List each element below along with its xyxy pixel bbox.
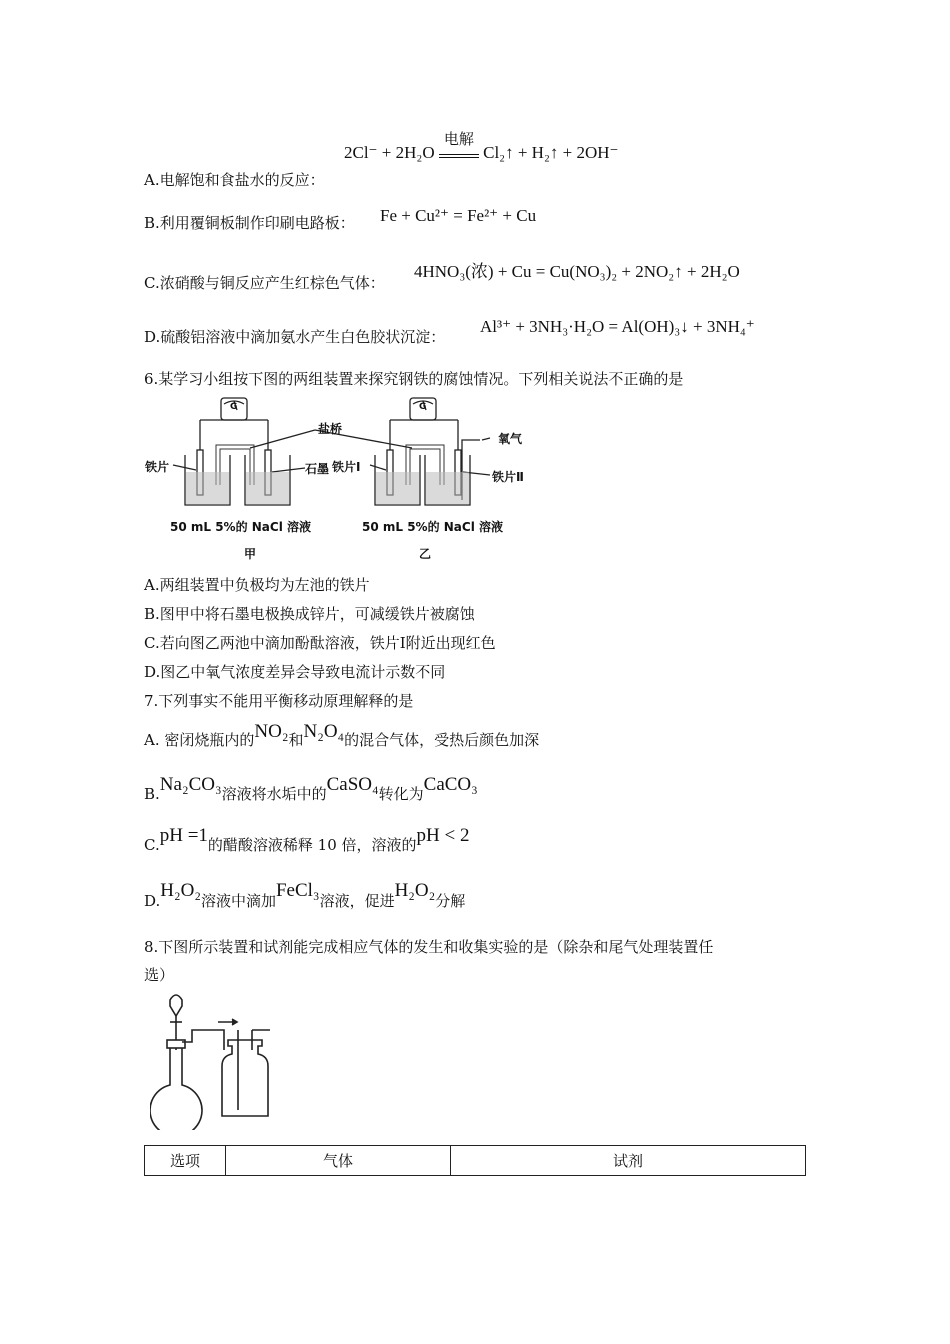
q7-b-formula2: CaSO₄ — [326, 774, 379, 795]
q6-option-a: A.两组装置中负极均为左池的铁片 — [144, 576, 370, 594]
q7-d-text2: 溶液中滴加 — [200, 892, 276, 910]
q7-b-formula1: Na₂CO₃ — [159, 774, 222, 795]
graphite-label: 石墨 — [305, 462, 330, 476]
q7-c-formula2: pH < 2 — [416, 825, 470, 846]
q5-option-c-equation: 4HNO₃(浓) + Cu = Cu(NO₃)₂ + 2NO₂↑ + 2H₂O — [414, 262, 740, 281]
q5-option-a: A.电解饱和食盐水的反应： — [144, 171, 325, 189]
q5-option-b-equation: Fe + Cu²⁺ = Fe²⁺ + Cu — [380, 206, 537, 225]
q5-option-d: D.硫酸铝溶液中滴加氨水产生白色胶状沉淀： — [144, 328, 446, 346]
q6-stem: 6.某学习小组按下图的两组装置来探究钢铁的腐蚀情况。下列相关说法不正确的是 — [144, 370, 684, 388]
q6-option-b: B.图甲中将石墨电极换成锌片，可减缓铁片被腐蚀 — [144, 605, 475, 623]
q7-a-text3: 的混合气体，受热后颜色加深 — [344, 731, 540, 749]
q8-stem-line1: 8.下图所示装置和试剂能完成相应气体的发生和收集实验的是（除杂和尾气处理装置任 — [144, 938, 714, 956]
figure-b-caption: 乙 — [419, 547, 432, 561]
iron-2-label: 铁片Ⅱ — [492, 470, 524, 484]
q6-option-c: C.若向图乙两池中滴加酚酞溶液，铁片Ⅰ附近出现红色 — [144, 634, 496, 652]
col-header-gas: 气体 — [226, 1146, 451, 1176]
q7-a-formula2: N₂O₄ — [303, 721, 345, 742]
galvanometer-label-b: G — [419, 402, 427, 412]
q7-c-text1: C. — [144, 836, 160, 854]
q5-option-c: C.浓硝酸与铜反应产生红棕色气体： — [144, 274, 385, 292]
gas-apparatus-figure — [150, 990, 280, 1130]
solution-label-a: 50 mL 5%的 NaCl 溶液 — [170, 520, 311, 534]
figure-a-caption: 甲 — [244, 547, 257, 561]
q6-option-d: D.图乙中氧气浓度差异会导致电流计示数不同 — [144, 663, 446, 681]
q7-d-formula3: H₂O₂ — [394, 880, 436, 901]
eq-condition: 电解 — [443, 130, 474, 148]
q7-a-text2: 和 — [288, 731, 304, 749]
corrosion-figure — [140, 390, 550, 570]
q7-a-text1: A. 密闭烧瓶内的 — [144, 731, 255, 749]
q7-b-text1: B. — [144, 785, 160, 803]
corrosion-apparatus-drawing — [140, 390, 550, 570]
iron-1-label: 铁片Ⅰ — [332, 460, 361, 474]
col-header-reagent: 试剂 — [451, 1146, 806, 1176]
q8-stem-line2: 选） — [144, 966, 175, 984]
gas-apparatus-drawing — [150, 990, 280, 1130]
q7-d-text3: 溶液，促进 — [319, 892, 395, 910]
q7-d-text1: D. — [144, 892, 161, 910]
q5-option-b: B.利用覆铜板制作印刷电路板： — [144, 214, 355, 232]
eq-left: 2Cl⁻ + 2H₂O — [344, 143, 435, 162]
solution-label-b: 50 mL 5%的 NaCl 溶液 — [362, 520, 503, 534]
oxygen-label: 氧气 — [498, 432, 523, 446]
q7-a-formula1: NO₂ — [254, 721, 289, 742]
iron-label: 铁片 — [145, 460, 170, 474]
q7-c-text2: 的醋酸溶液稀释 10 倍，溶液的 — [207, 836, 417, 854]
salt-bridge-label: 盐桥 — [318, 422, 343, 436]
q7-option-b — [144, 774, 478, 803]
q7-option-a — [144, 721, 540, 749]
q7-b-formula3: CaCO₃ — [423, 774, 478, 795]
table-header-row — [145, 1146, 806, 1176]
q7-d-text4: 分解 — [435, 892, 466, 910]
col-header-option: 选项 — [145, 1146, 226, 1176]
q7-d-formula2: FeCl₃ — [275, 880, 320, 901]
electrolysis-equation — [344, 130, 619, 164]
q7-option-c — [144, 825, 470, 854]
q7-stem: 7.下列事实不能用平衡移动原理解释的是 — [144, 692, 414, 710]
q7-d-formula1: H₂O₂ — [160, 880, 201, 901]
q5-option-d-equation: Al³⁺ + 3NH₃·H₂O = Al(OH)₃↓ + 3NH₄⁺ — [480, 317, 755, 336]
q7-c-formula1: pH =1 — [159, 825, 208, 846]
q7-b-text3: 转化为 — [378, 785, 424, 803]
q8-options-table — [144, 1145, 806, 1176]
eq-right: Cl₂↑ + H₂↑ + 2OH⁻ — [483, 143, 619, 162]
q7-b-text2: 溶液将水垢中的 — [221, 785, 327, 803]
q7-option-d — [144, 880, 466, 910]
galvanometer-label-a: G — [230, 402, 238, 412]
